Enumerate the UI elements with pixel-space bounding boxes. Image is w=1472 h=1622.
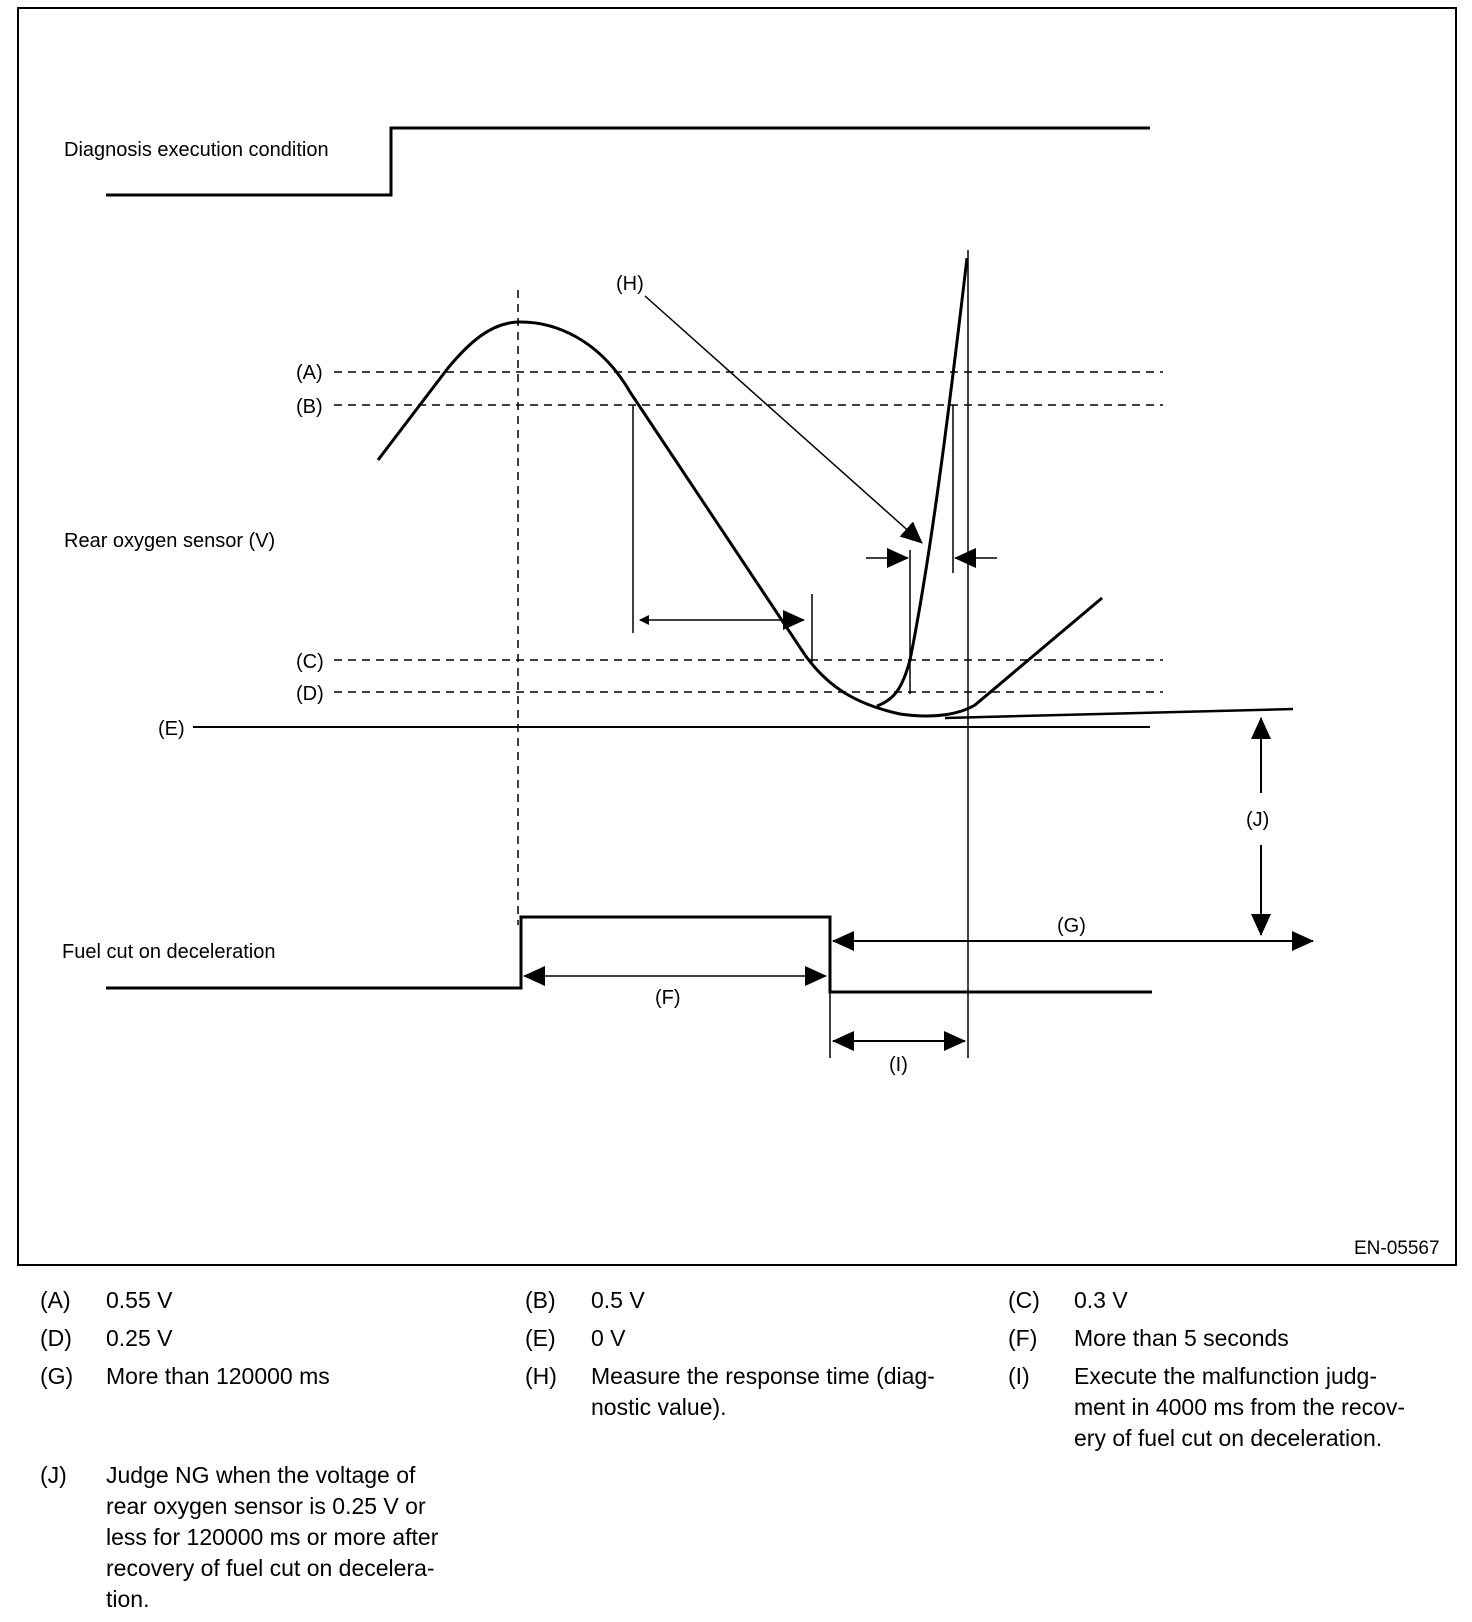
- legend-text: [1074, 1361, 1405, 1454]
- legend-text: [106, 1460, 438, 1615]
- legend-key: (H): [525, 1363, 557, 1389]
- marker-e: (E): [158, 718, 185, 740]
- legend-text-line: Measure the response time (diag-: [591, 1363, 935, 1389]
- legend-text-line: Judge NG when the voltage of: [106, 1462, 416, 1488]
- marker-a: (A): [296, 362, 323, 384]
- legend-key: (B): [525, 1287, 556, 1313]
- legend-text-line: rear oxygen sensor is 0.25 V or: [106, 1493, 426, 1519]
- legend-text-line: tion.: [106, 1586, 150, 1612]
- marker-c: (C): [296, 651, 324, 673]
- legend-text: 0.5 V: [591, 1287, 645, 1313]
- legend-key: (E): [525, 1325, 556, 1351]
- legend-text-line: recovery of fuel cut on decelera-: [106, 1555, 435, 1581]
- legend-text: More than 120000 ms: [106, 1363, 330, 1389]
- h-leader-line: [645, 296, 922, 543]
- legend-text: 0.3 V: [1074, 1287, 1128, 1313]
- legend-text-line: Execute the malfunction judg-: [1074, 1363, 1378, 1389]
- diagram-frame: [18, 8, 1456, 1265]
- marker-h: (H): [616, 273, 644, 295]
- legend-text: 0.25 V: [106, 1325, 173, 1351]
- legend-text: [591, 1361, 935, 1423]
- diag-condition-label: Diagnosis execution condition: [64, 139, 329, 161]
- legend-text: More than 5 seconds: [1074, 1325, 1289, 1351]
- legend-text: 0.55 V: [106, 1287, 173, 1313]
- marker-f: (F): [655, 987, 681, 1009]
- marker-g: (G): [1057, 915, 1086, 937]
- legend-key: (D): [40, 1325, 72, 1351]
- fuel-cut-label: Fuel cut on deceleration: [62, 941, 276, 963]
- legend-text-line: ery of fuel cut on deceleration.: [1074, 1425, 1383, 1451]
- marker-j: (J): [1246, 809, 1270, 831]
- legend-text-line: ment in 4000 ms from the recov-: [1074, 1394, 1406, 1420]
- rear-o2-baseline-curve: [945, 709, 1293, 718]
- legend: [0, 1285, 1472, 1622]
- legend-key: (A): [40, 1287, 71, 1313]
- legend-key: (G): [40, 1363, 74, 1389]
- legend-key: (F): [1008, 1325, 1038, 1351]
- marker-d: (D): [296, 683, 324, 705]
- marker-i: (I): [889, 1054, 908, 1076]
- figure-id: EN-05567: [1354, 1238, 1440, 1259]
- marker-b: (B): [296, 396, 323, 418]
- legend-key: (J): [40, 1462, 67, 1488]
- legend-text-line: less for 120000 ms or more after: [106, 1524, 439, 1550]
- legend-key: (C): [1008, 1287, 1040, 1313]
- legend-key: (I): [1008, 1363, 1030, 1389]
- legend-text: 0 V: [591, 1325, 626, 1351]
- legend-text-line: nostic value).: [591, 1394, 727, 1420]
- rear-o2-label: Rear oxygen sensor (V): [64, 530, 276, 552]
